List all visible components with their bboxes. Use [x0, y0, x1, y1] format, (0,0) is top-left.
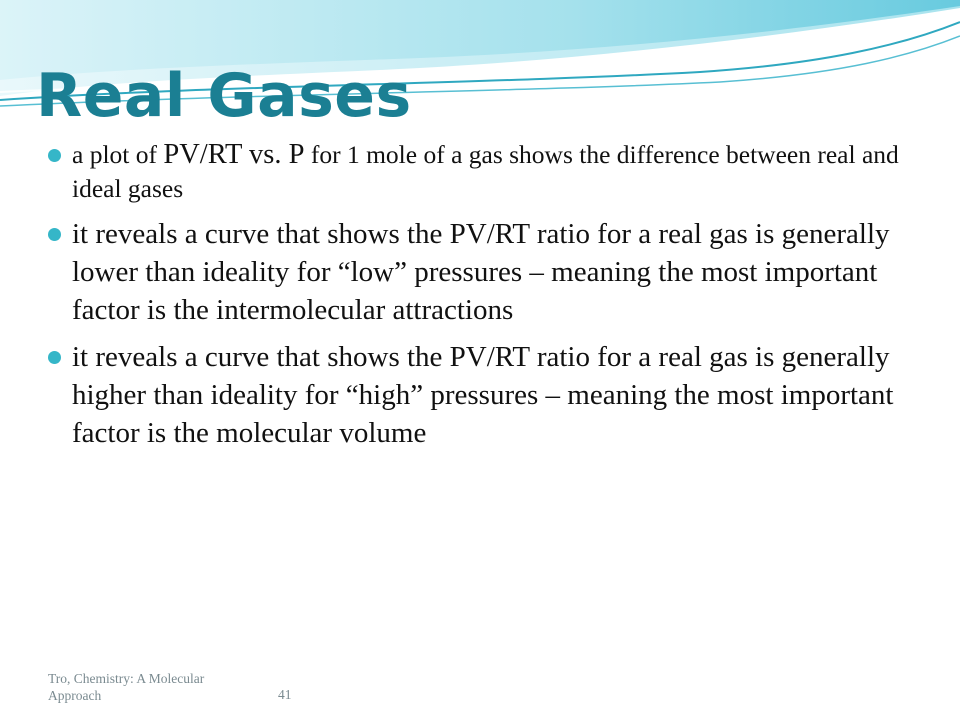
bullet-text: it reveals a curve that shows the PV/RT ratio for a real gas is generally higher than ideality for “high” pressures – meaning the most important factor is the molecular volume [72, 341, 894, 449]
page-title: Real Gases [36, 61, 412, 131]
bullet-icon [48, 228, 61, 241]
bullet-item [48, 338, 908, 452]
bullet-item [48, 215, 908, 329]
bullet-item [48, 138, 908, 206]
footer-source: Tro, Chemistry: A Molecular Approach [48, 671, 205, 703]
bullet-icon [48, 149, 61, 162]
bullet-text: a plot of PV/RT vs. P for 1 mole of a gas shows the difference between real and ideal gases [72, 139, 899, 203]
bullet-list [48, 138, 908, 461]
page-number: 41 [278, 687, 292, 702]
bullet-text: it reveals a curve that shows the PV/RT ratio for a real gas is generally lower than ideality for “low” pressures – meaning the most important factor is the intermolecular attractions [72, 218, 890, 326]
bullet-icon [48, 351, 61, 364]
